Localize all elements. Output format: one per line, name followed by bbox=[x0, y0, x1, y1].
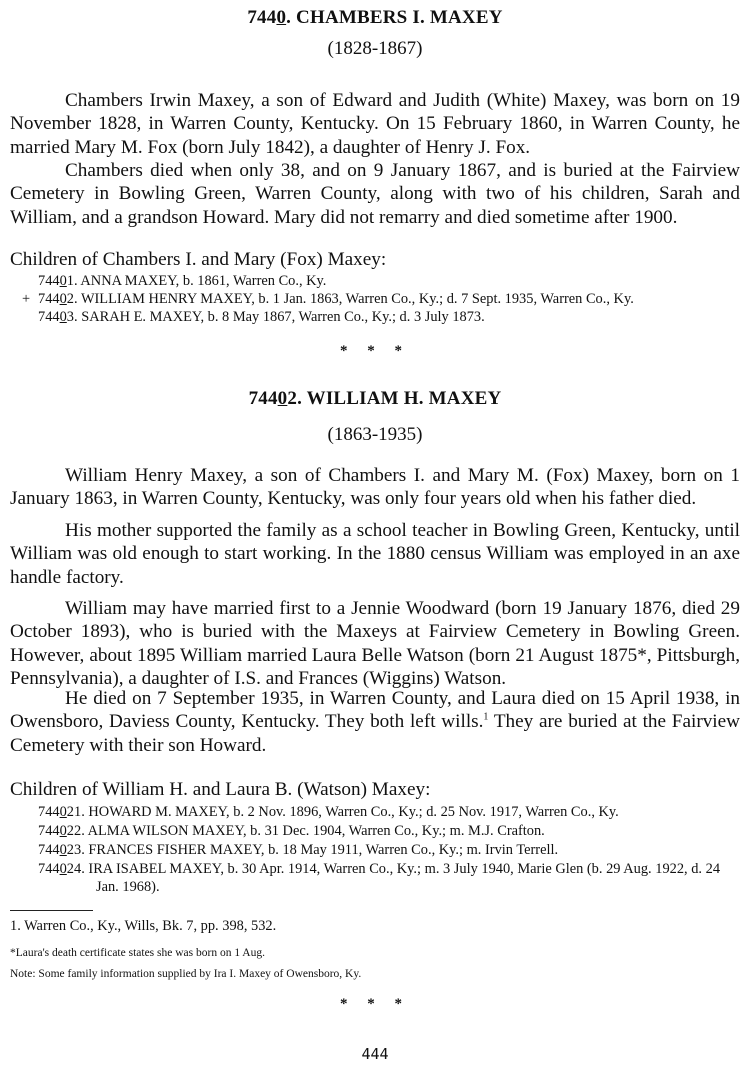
child-text: ANNA MAXEY, b. 1861, Warren Co., Ky. bbox=[80, 273, 327, 289]
child-number: 74402. bbox=[38, 291, 78, 307]
children-heading: Children of Chambers I. and Mary (Fox) Maxey: bbox=[10, 249, 387, 270]
child-text: HOWARD M. MAXEY, b. 2 Nov. 1896, Warren Co., Ky.; d. 25 Nov. 1917, Warren Co., Ky. bbox=[88, 804, 619, 820]
child-text: IRA ISABEL MAXEY, b. 30 Apr. 1914, Warren Co., Ky.; m. 3 July 1940, Marie Glen (b. 29 Aug. 1922, d. 24 Jan. 1968). bbox=[88, 861, 721, 895]
paragraph: Chambers died when only 38, and on 9 January 1867, and is buried at the Fairview Cemetery in Bowling Green, Warren County, along with two of his children, Sarah and William, and a grandson Howard. Mary did not remarry and died sometime after 1900. bbox=[10, 160, 740, 228]
footnote-ref: 1 bbox=[483, 712, 489, 724]
section-heading-william: 74402. WILLIAM H. MAXEY bbox=[248, 388, 502, 409]
section-separator: * * * bbox=[340, 996, 410, 1012]
child-text: SARAH E. MAXEY, b. 8 May 1867, Warren Co., Ky.; d. 3 July 1873. bbox=[81, 309, 485, 325]
footnote-divider bbox=[10, 910, 93, 911]
child-text: FRANCES FISHER MAXEY, b. 18 May 1911, Warren Co., Ky.; m. Irvin Terrell. bbox=[88, 842, 559, 858]
child-text: ALMA WILSON MAXEY, b. 31 Dec. 1904, Warren Co., Ky.; m. M.J. Crafton. bbox=[87, 823, 545, 839]
heading-title: 2. WILLIAM H. MAXEY bbox=[287, 388, 502, 409]
child-entry bbox=[38, 860, 742, 896]
heading-number-underlined: 0 bbox=[277, 388, 288, 409]
heading-number-underlined: 0 bbox=[276, 7, 287, 28]
child-number: 74401. bbox=[38, 273, 78, 289]
paragraph: Chambers Irwin Maxey, a son of Edward and Judith (White) Maxey, was born on 19 November 1828, in Warren County, Kentucky. On 15 February 1860, in Warren County, he married Mary M. Fox (born July 1842), a daughter of Henry J. Fox. bbox=[10, 90, 740, 158]
asterisk-note: *Laura's death certificate states she was born on 1 Aug. bbox=[10, 947, 265, 959]
source-note: Note: Some family information supplied by Ira I. Maxey of Owensboro, Ky. bbox=[10, 968, 362, 980]
child-number: 74403. bbox=[38, 309, 78, 325]
child-text: WILLIAM HENRY MAXEY, b. 1 Jan. 1863, Warren Co., Ky.; d. 7 Sept. 1935, Warren Co., Ky. bbox=[80, 291, 634, 307]
child-entry bbox=[38, 822, 545, 840]
paragraph: His mother supported the family as a school teacher in Bowling Green, Kentucky, until William was old enough to start working. In the 1880 census William was employed in an axe handle factory. bbox=[10, 520, 740, 588]
child-number: 744022. bbox=[38, 823, 85, 839]
section-heading-chambers: 7440. CHAMBERS I. MAXEY bbox=[247, 7, 503, 28]
paragraph: He died on 7 September 1935, in Warren County, and Laura died on 15 April 1938, in Owensboro, Daviess County, Kentucky. They both left wills.$^1$ They are buried at the Fairview Cemetery with their son Howard. bbox=[10, 688, 741, 756]
children-heading: Children of William H. and Laura B. (Watson) Maxey: bbox=[10, 779, 431, 800]
child-entry bbox=[38, 308, 485, 326]
section-dates: (1863-1935) bbox=[327, 424, 423, 445]
section-separator: * * * bbox=[340, 343, 410, 359]
section-dates: (1828-1867) bbox=[327, 38, 423, 59]
child-number: 744024. bbox=[38, 861, 85, 877]
child-entry bbox=[22, 290, 634, 308]
child-number: 744023. bbox=[38, 842, 85, 858]
paragraph: William Henry Maxey, a son of Chambers I. and Mary M. (Fox) Maxey, born on 1 January 1863, in Warren County, Kentucky, was only four years old when his father died. bbox=[10, 465, 740, 510]
paragraph: William may have married first to a Jennie Woodward (born 19 January 1876, died 29 October 1893), who is buried with the Maxeys at Fairview Cemetery in Bowling Green. However, about 1895 William married Laura Belle Watson (born 21 August 1875*, Pittsburgh, Pennsylvania), a daughter of I.S. and Frances (Wiggins) Watson. bbox=[10, 598, 740, 690]
has-descendants-marker: + bbox=[22, 291, 31, 307]
footnote: 1. Warren Co., Ky., Wills, Bk. 7, pp. 398, 532. bbox=[10, 918, 277, 934]
child-entry bbox=[38, 841, 558, 859]
child-number: 744021. bbox=[38, 804, 85, 820]
page-number: 444 bbox=[361, 1045, 389, 1063]
child-entry bbox=[38, 803, 619, 821]
child-entry bbox=[38, 272, 326, 290]
heading-title: . CHAMBERS I. MAXEY bbox=[286, 7, 503, 28]
